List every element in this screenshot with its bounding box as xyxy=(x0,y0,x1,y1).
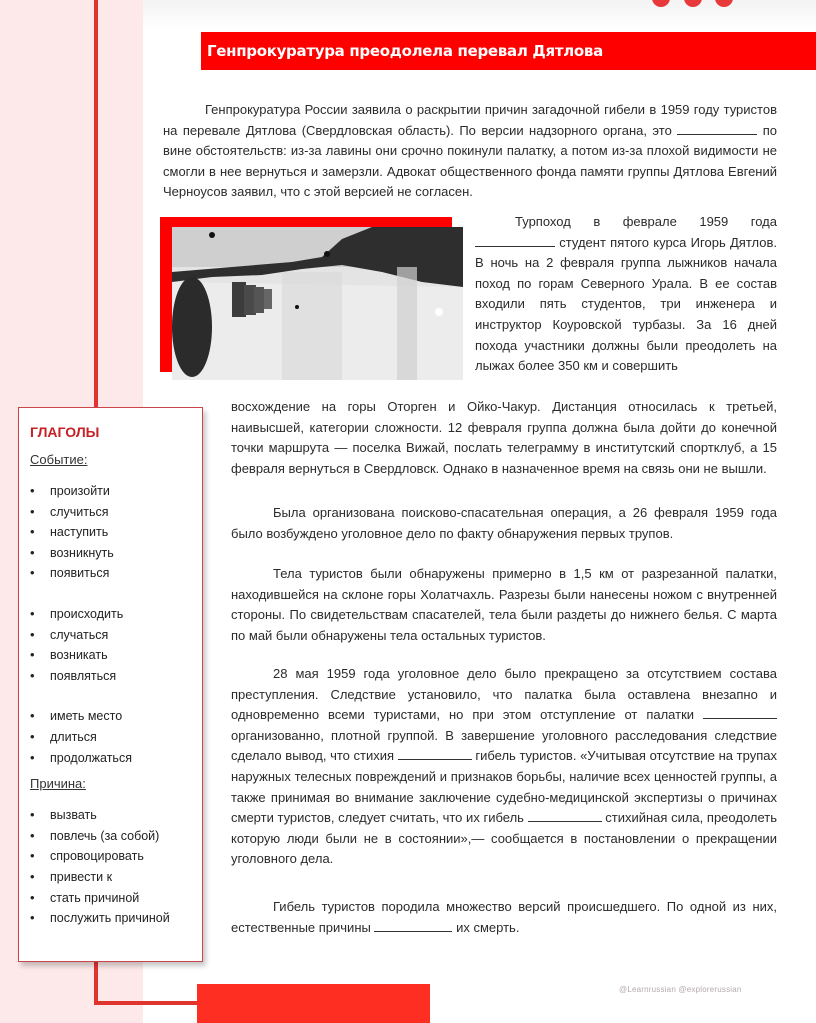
spacer xyxy=(30,584,202,604)
connector-line-bottom xyxy=(94,962,98,1005)
sidebar-title: ГЛАГОЛЫ xyxy=(30,424,100,440)
list-item: • случаться xyxy=(30,625,202,646)
list-item: • стать причиной xyxy=(30,888,202,909)
top-shade xyxy=(143,0,816,30)
verbs-sidebar xyxy=(18,407,203,962)
fill-in-blank[interactable] xyxy=(528,809,602,822)
paragraph-6: Гибель туристов породила множество версий происшедшего. По одной из них, естественные причины их смерть. xyxy=(231,899,777,935)
list-item: • повлечь (за собой) xyxy=(30,826,202,847)
dyatlov-group-photo xyxy=(172,227,463,380)
list-item: • послужить причиной xyxy=(30,908,202,929)
list-item: • случиться xyxy=(30,502,202,523)
list-item: • наступить xyxy=(30,522,202,543)
sidebar-section-event: Событие: xyxy=(30,452,88,467)
page-title: Генпрокуратура преодолела перевал Дятлова xyxy=(201,32,816,70)
list-item: • продолжаться xyxy=(30,748,202,769)
list-item: • возникнуть xyxy=(30,543,202,564)
event-verbs-group-3 xyxy=(30,706,202,768)
event-verbs-group-1 xyxy=(30,481,202,584)
paragraph-2-bottom: восхождение на горы Оторген и Ойко-Чакур. Дистанция относилась к третьей, наивысшей, категории сложности. 12 февраля группа должна была дойти до конечной точки маршрута — поселка Вижай, послать телеграмму в институтский спортклуб, а 15 февраля вернуться в Свердловск. Однако в назначенное время на связь они не вышли. xyxy=(231,399,777,476)
paragraph-4: Тела туристов были обнаружены примерно в 1,5 км от разрезанной палатки, находившейся на склоне горы Холатчахль. Разрезы были нанесены ножом с внутренней стороны. По свидетельствам спасателей, тела были раздеты до нижнего белья. С марта по май были обнаружены тела остальных туристов. xyxy=(231,566,777,643)
fill-in-blank[interactable] xyxy=(677,122,757,135)
spacer xyxy=(30,686,202,706)
photo-illustration xyxy=(172,227,463,380)
paragraph-5: 28 мая 1959 года уголовное дело было прекращено за отсутствием состава преступления. Следствие установило, что палатка была оставлена внезапно и одновременно всеми туристами, но при этом отступление от палатки организованно, плотной группой. В завершение уголовного расследования следствие сделало вывод, что стихия гибель туристов. «Учитывая отсутствие на трупах наружных телесных повреждений и признаков борьбы, наличие всех ценностей группы, а также принимая во внимание заключение судебно-медицинской экспертизы о причинах смерти туристов, следует считать, что их гибель стихийная сила, преодолеть которую люди были не в состоянии»,— сообщается в постановлении о прекращении уголовного дела. xyxy=(231,666,777,867)
watermark: @Learnrussian @explorerussian xyxy=(619,985,742,994)
footer-red-block xyxy=(197,984,430,1023)
list-item: • иметь место xyxy=(30,706,202,727)
fill-in-blank[interactable] xyxy=(398,747,472,760)
cause-verbs xyxy=(30,805,202,929)
list-item: • вызвать xyxy=(30,805,202,826)
sidebar-section-cause: Причина: xyxy=(30,776,86,792)
list-item: • длиться xyxy=(30,727,202,748)
connector-line-top xyxy=(94,0,98,408)
connector-line-horizontal xyxy=(94,1001,198,1005)
paragraph-1: Генпрокуратура России заявила о раскрытии причин загадочной гибели в 1959 году туристов на перевале Дятлова (Свердловская область). По версии надзорного органа, это по вине обстоятельств: из-за лавины они срочно покинули палатку, а потом из-за плохой видимости не смогли в нее вернуться и замерзли. Адвокат общественного фонда памяти группы Дятлова Евгений Черноусов заявил, что с этой версией не согласен. xyxy=(163,102,777,200)
list-item: • возникать xyxy=(30,645,202,666)
fill-in-blank[interactable] xyxy=(475,234,555,247)
list-item: • спровоцировать xyxy=(30,846,202,867)
list-item: • происходить xyxy=(30,604,202,625)
event-verbs-group-2 xyxy=(30,604,202,686)
list-item: • привести к xyxy=(30,867,202,888)
fill-in-blank[interactable] xyxy=(703,706,777,719)
list-item: • произойти xyxy=(30,481,202,502)
paragraph-2-top: Турпоход в феврале 1959 года студент пятого курса Игорь Дятлов. В ночь на 2 февраля группа лыжников начала поход по горам Северного Урала. В ее состав входили пять студентов, три инженера и инструктор Коуровской турбазы. За 16 дней похода участники должны были преодолеть на лыжах более 350 км и совершить xyxy=(475,214,777,374)
paragraph-3: Была организована поисково-спасательная операция, а 26 февраля 1959 года было возбуждено уголовное дело по факту обнаружения первых трупов. xyxy=(231,505,777,541)
list-item: • появиться xyxy=(30,563,202,584)
fill-in-blank[interactable] xyxy=(374,919,452,932)
list-item: • появляться xyxy=(30,666,202,687)
